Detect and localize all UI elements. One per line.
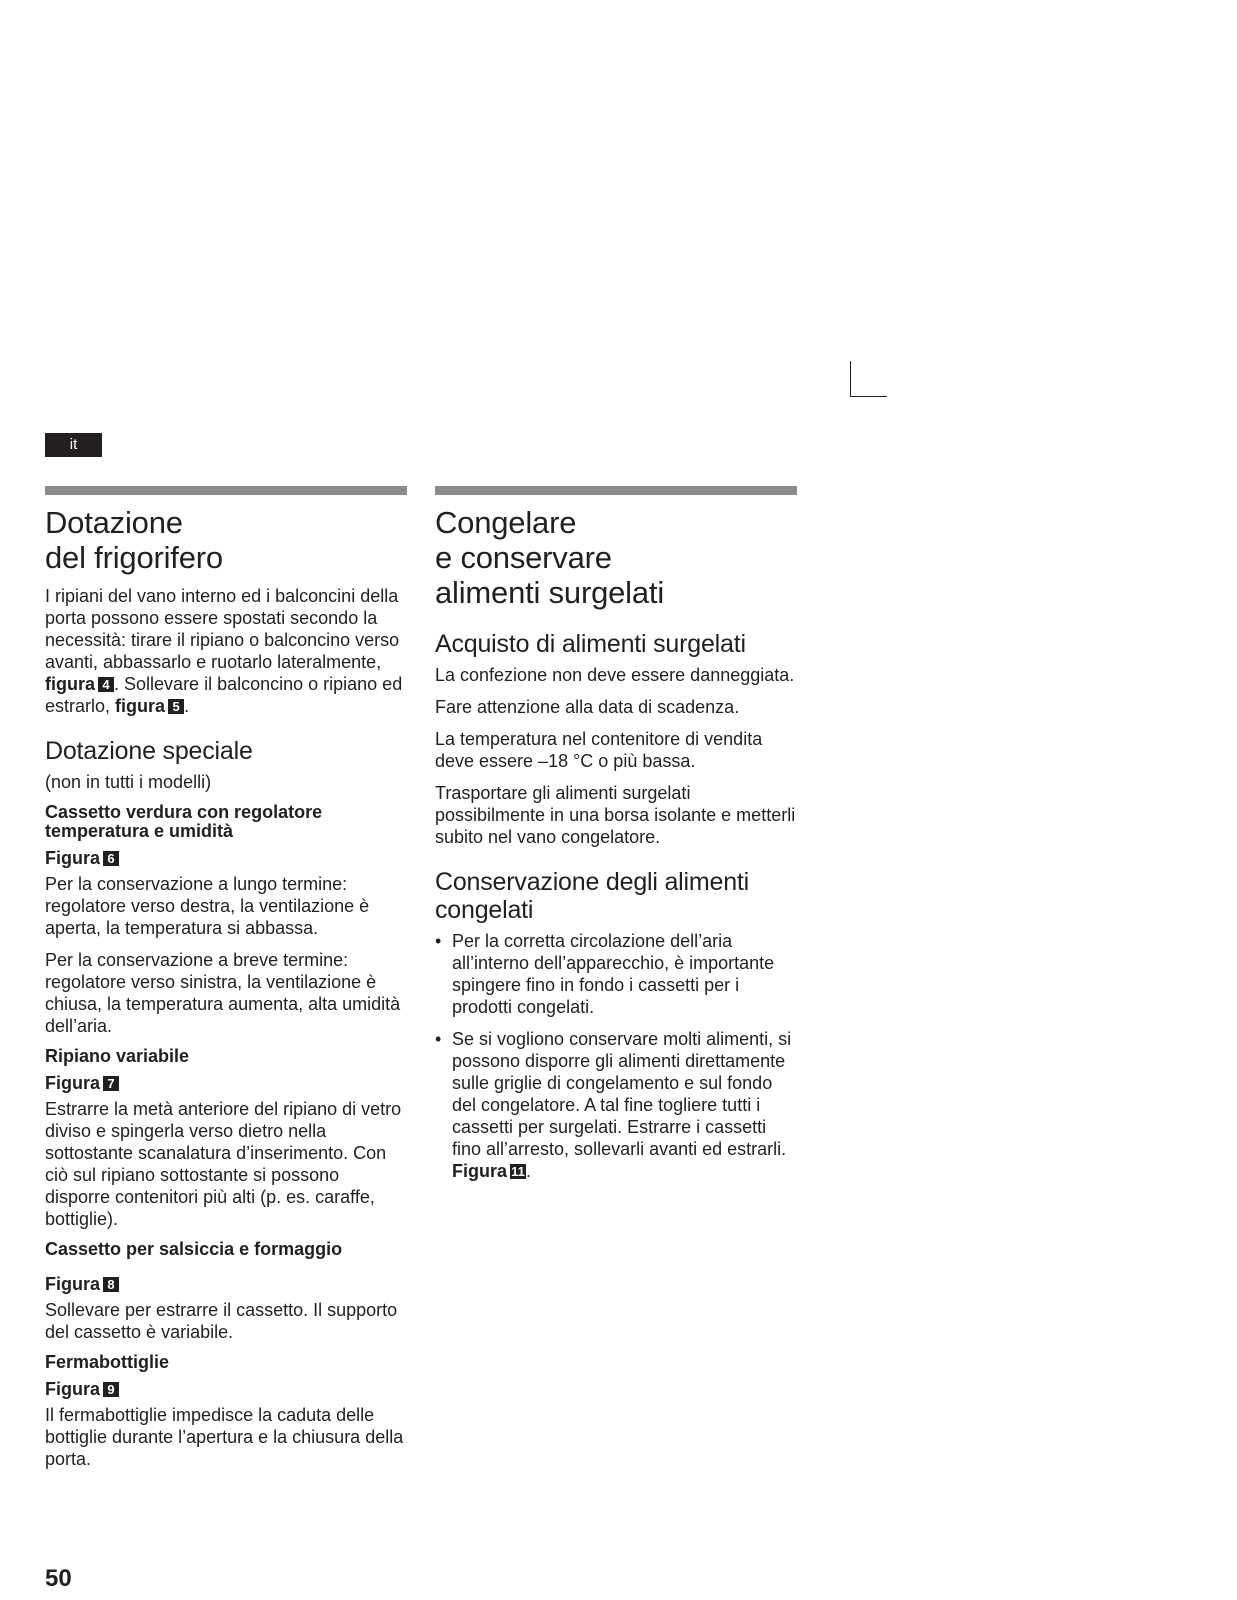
figure-reference: Figura 6 [45, 847, 407, 869]
storage-bullet-list [435, 930, 797, 1182]
sausage-drawer-paragraph: Sollevare per estrarre il cassetto. Il supporto del cassetto è variabile. [45, 1300, 398, 1342]
list-item: • Per la corretta circolazione dell’aria all’interno dell’apparecchio, è importante spingere fino in fondo i cassetti per i prodotti congelati. [435, 930, 797, 1018]
figure-number-badge: 8 [103, 1277, 119, 1292]
figure-number-badge: 5 [168, 699, 184, 714]
buy-paragraph-4: Trasportare gli alimenti surgelati possibilmente in una borsa isolante e metterli subito nel vano congelatore. [435, 783, 796, 847]
figure-reference: Figura 9 [45, 1378, 407, 1400]
subsection-title-special: Dotazione speciale [45, 737, 253, 765]
special-note: (non in tutti i modelli) [45, 772, 212, 792]
drawer-paragraph-short-term: Per la conservazione a breve termine: regolatore verso sinistra, la ventilazione è chiusa, la temperatura aumenta, alta umidità dell’aria. [45, 950, 401, 1036]
drawer-title: Cassetto verdura con regolatore temperatura e umidità [45, 802, 323, 841]
buy-paragraph-2: Fare attenzione alla data di scadenza. [435, 697, 740, 717]
bottle-holder-paragraph: Il fermabottiglie impedisce la caduta delle bottiglie durante l’apertura e la chiusura della porta. [45, 1405, 404, 1469]
shelf-title: Ripiano variabile [45, 1046, 190, 1066]
figure-number-badge: 7 [103, 1076, 119, 1091]
list-item: • Se si vogliono conservare molti alimenti, si possono disporre gli alimenti direttamente sulle griglie di congelamento e sul fondo del congelatore. A tal fine togliere tutti i cassetti per surgelati. Estrarre i cassetti fino all’arresto, sollevarli avanti ed estrarli. Figura 11. [435, 1028, 797, 1182]
language-tab: it [45, 433, 102, 457]
page-number: 50 [45, 1565, 72, 1592]
drawer-paragraph-long-term: Per la conservazione a lungo termine: regolatore verso destra, la ventilazione è aperta, la temperatura si abbassa. [45, 874, 370, 938]
buy-paragraph-3: La temperatura nel contenitore di vendita deve essere –18 °C o più bassa. [435, 729, 763, 771]
section-title-freezing: Congelare e conservare alimenti surgelati [435, 505, 665, 610]
figure-reference: figura 4 [45, 674, 114, 694]
bottle-holder-title: Fermabottiglie [45, 1352, 170, 1372]
shelf-paragraph: Estrarre la metà anteriore del ripiano di vetro diviso e spingerla verso dietro nella sottostante scanalatura d’inserimento. Con ciò sul ripiano sottostante si possono disporre contenitori più alti (p. es. caraffe, bottiglie). [45, 1099, 402, 1229]
subsection-title-buying: Acquisto di alimenti surgelati [435, 630, 746, 658]
subsection-title-storage: Conservazione degli alimenti congelati [435, 868, 750, 924]
figure-number-badge: 6 [103, 851, 119, 866]
figure-reference: figura 5 [115, 696, 184, 716]
section-rule [435, 486, 797, 495]
figure-number-badge: 9 [103, 1382, 119, 1397]
crop-mark [850, 361, 887, 397]
section-title-equipment: Dotazione del frigorifero [45, 505, 223, 575]
sausage-drawer-title: Cassetto per salsiccia e formaggio [45, 1239, 343, 1259]
figure-reference: Figura 7 [45, 1072, 407, 1094]
figure-number-badge: 4 [98, 677, 114, 692]
figure-reference: Figura 8 [45, 1273, 407, 1295]
left-column [45, 486, 407, 1480]
intro-paragraph: I ripiani del vano interno ed i balconcini della porta possono essere spostati secondo la necessità: tirare il ripiano o balconcino verso avanti, abbassarlo e ruotarlo lateralmente, figura 4 . Sollevare il balconcino o ripiano ed estrarlo, figura 5 . [45, 586, 403, 716]
buy-paragraph-1: La confezione non deve essere danneggiata. [435, 665, 795, 685]
right-column [435, 486, 797, 1192]
section-rule [45, 486, 407, 495]
figure-number-badge: 11 [511, 1164, 525, 1179]
figure-reference: Figura 11 [452, 1161, 525, 1181]
